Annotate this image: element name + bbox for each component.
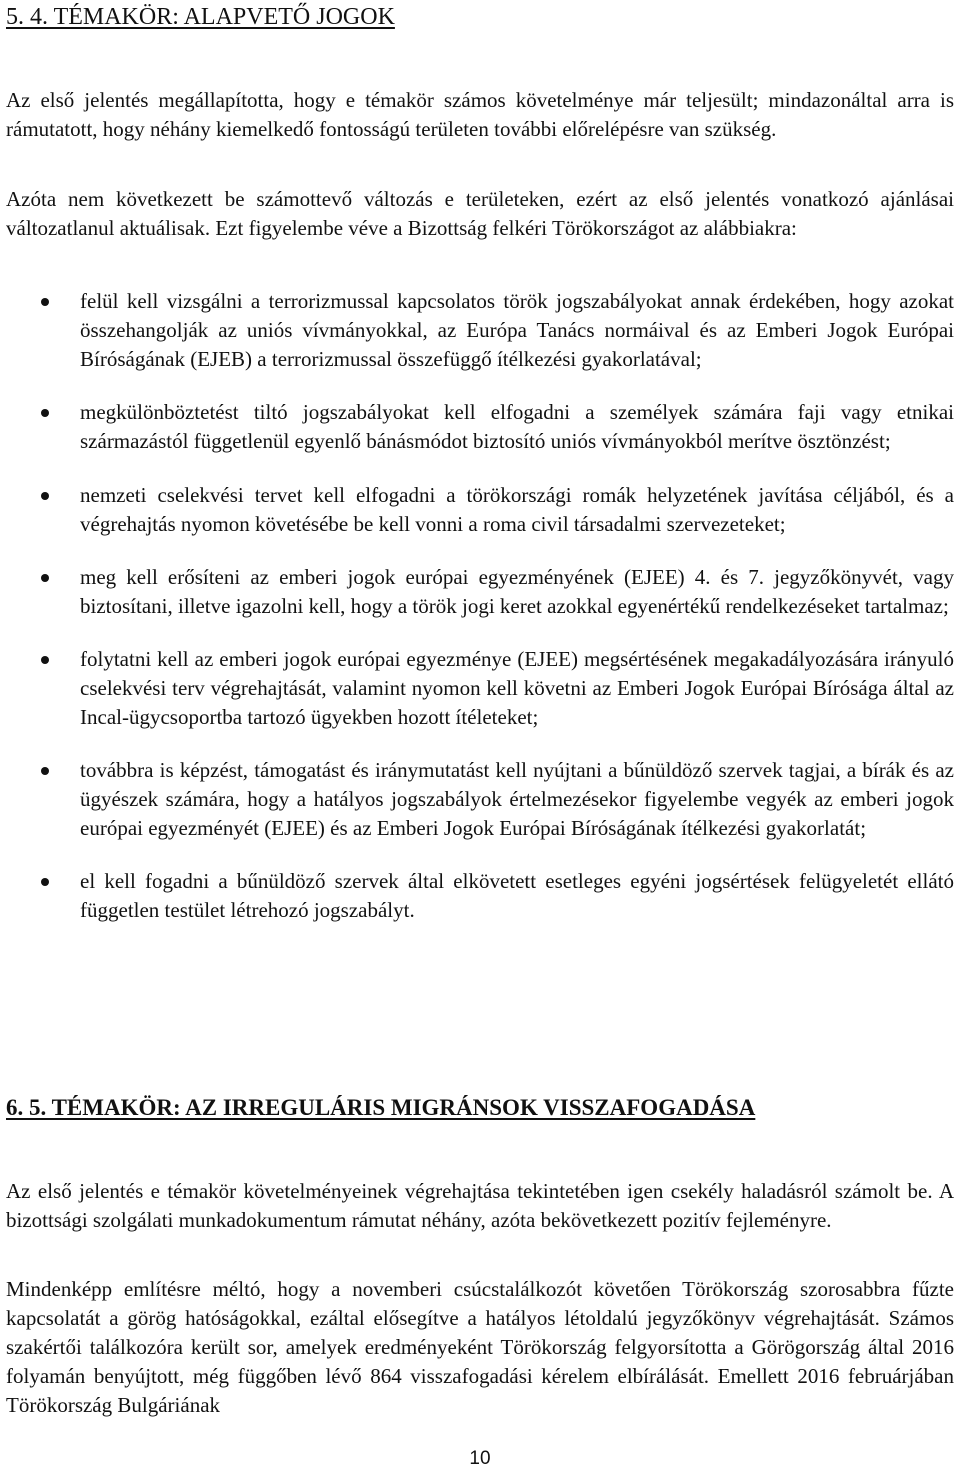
list-item-text: nemzeti cselekvési tervet kell elfogadni a törökországi romák helyzetének javítása céljából, és a végrehajtás nyomon követésébe be kell vonni a roma civil társadalmi szervezeteket; [80,483,954,536]
list-item [6,563,954,621]
list-item [6,481,954,539]
list-item-text: el kell fogadni a bűnüldöző szervek által elkövetett esetleges egyéni jogsértések felügyeletét ellátó független testület létrehozó jogszabályt. [80,869,954,922]
list-item [6,287,954,374]
list-item-text: megkülönböztetést tiltó jogszabályokat kell elfogadni a személyek számára faji vagy etnikai származástól függetlenül egyenlő bánásmódot biztosító uniós vívmányokból merítve ösztönzést; [80,400,954,453]
recommendations-list [6,287,954,925]
section-heading-fundamental-rights: 5. 4. TÉMAKÖR: ALAPVETŐ JOGOK [6,4,395,30]
bullet-icon [41,767,49,775]
paragraph-first-report: Az első jelentés megállapította, hogy e témakör számos követelménye már teljesült; mindazonáltal arra is rámutatott, hogy néhány kiemelkedő fontosságú területen további előrelépésre van szükség. [6,88,954,141]
bullet-icon [41,298,49,306]
bullet-icon [41,492,49,500]
list-item [6,645,954,732]
paragraph-readmission-progress: Az első jelentés e témakör követelményeinek végrehajtása tekintetében igen csekély haladásról számolt be. A bizottsági szolgálati munkadokumentum rámutat néhány, azóta bekövetkezett pozitív fejleményre. [6,1179,954,1232]
list-item-text: meg kell erősíteni az emberi jogok európai egyezményének (EJEE) 4. és 7. jegyzőkönyvét, vagy biztosítani, illetve igazolni kell, hogy a török jogi keret azokkal egyenértékű rendelkezéseket tartalmaz; [80,565,954,618]
list-item [6,398,954,456]
section-heading-readmission: 6. 5. TÉMAKÖR: AZ IRREGULÁRIS MIGRÁNSOK VISSZAFOGADÁSA [6,1095,756,1120]
bullet-icon [41,409,49,417]
bullet-icon [41,656,49,664]
paragraph-recommendations-intro: Azóta nem következett be számottevő változás e területeken, ezért az első jelentés vonatkozó ajánlásai változatlanul aktuálisak. Ezt figyelembe véve a Bizottság felkéri Törökországot az alábbiakra: [6,187,954,240]
list-item-text: továbbra is képzést, támogatást és iránymutatást kell nyújtani a bűnüldöző szervek tagjai, a bírák és az ügyészek számára, hogy a hatályos jogszabályok értelmezésekor figyelembe vegyék az emberi jogok európai egyezményét (EJEE) és az Emberi Jogok Európai Bíróságának ítélkezési gyakorlatát; [80,758,954,840]
list-item [6,867,954,925]
bullet-icon [41,878,49,886]
bullet-icon [41,574,49,582]
list-item [6,756,954,843]
page-number: 10 [469,1448,491,1469]
paragraph-readmission-details: Mindenképp említésre méltó, hogy a novemberi csúcstalálkozót követően Törökország szorosabbra fűzte kapcsolatát a görög hatóságokkal, ezáltal elősegítve a hatályos létoldalú jegyzőkönyv végrehajtását. Számos szakértői találkozóra került sor, amelyek eredményeként Törökország felgyorsította a Görögország által 2016 folyamán benyújtott, még függőben lévő 864 visszafogadási kérelem elbírálását. Emellett 2016 februárjában Törökország Bulgáriának [6,1277,954,1417]
list-item-text: felül kell vizsgálni a terrorizmussal kapcsolatos török jogszabályokat annak érdekében, hogy azokat összehangolják az uniós vívmányokkal, az Európa Tanács normáival és az Emberi Jogok Európai Bíróságának (EJEB) a terrorizmussal összefüggő ítélkezési gyakorlatával; [80,289,954,371]
list-item-text: folytatni kell az emberi jogok európai egyezménye (EJEE) megsértésének megakadályozására irányuló cselekvési terv végrehajtását, valamint nyomon kell követni az Emberi Jogok Európai Bírósága által az Incal-ügycsoportba tartozó ügyekben hozott ítéleteket; [80,647,954,729]
